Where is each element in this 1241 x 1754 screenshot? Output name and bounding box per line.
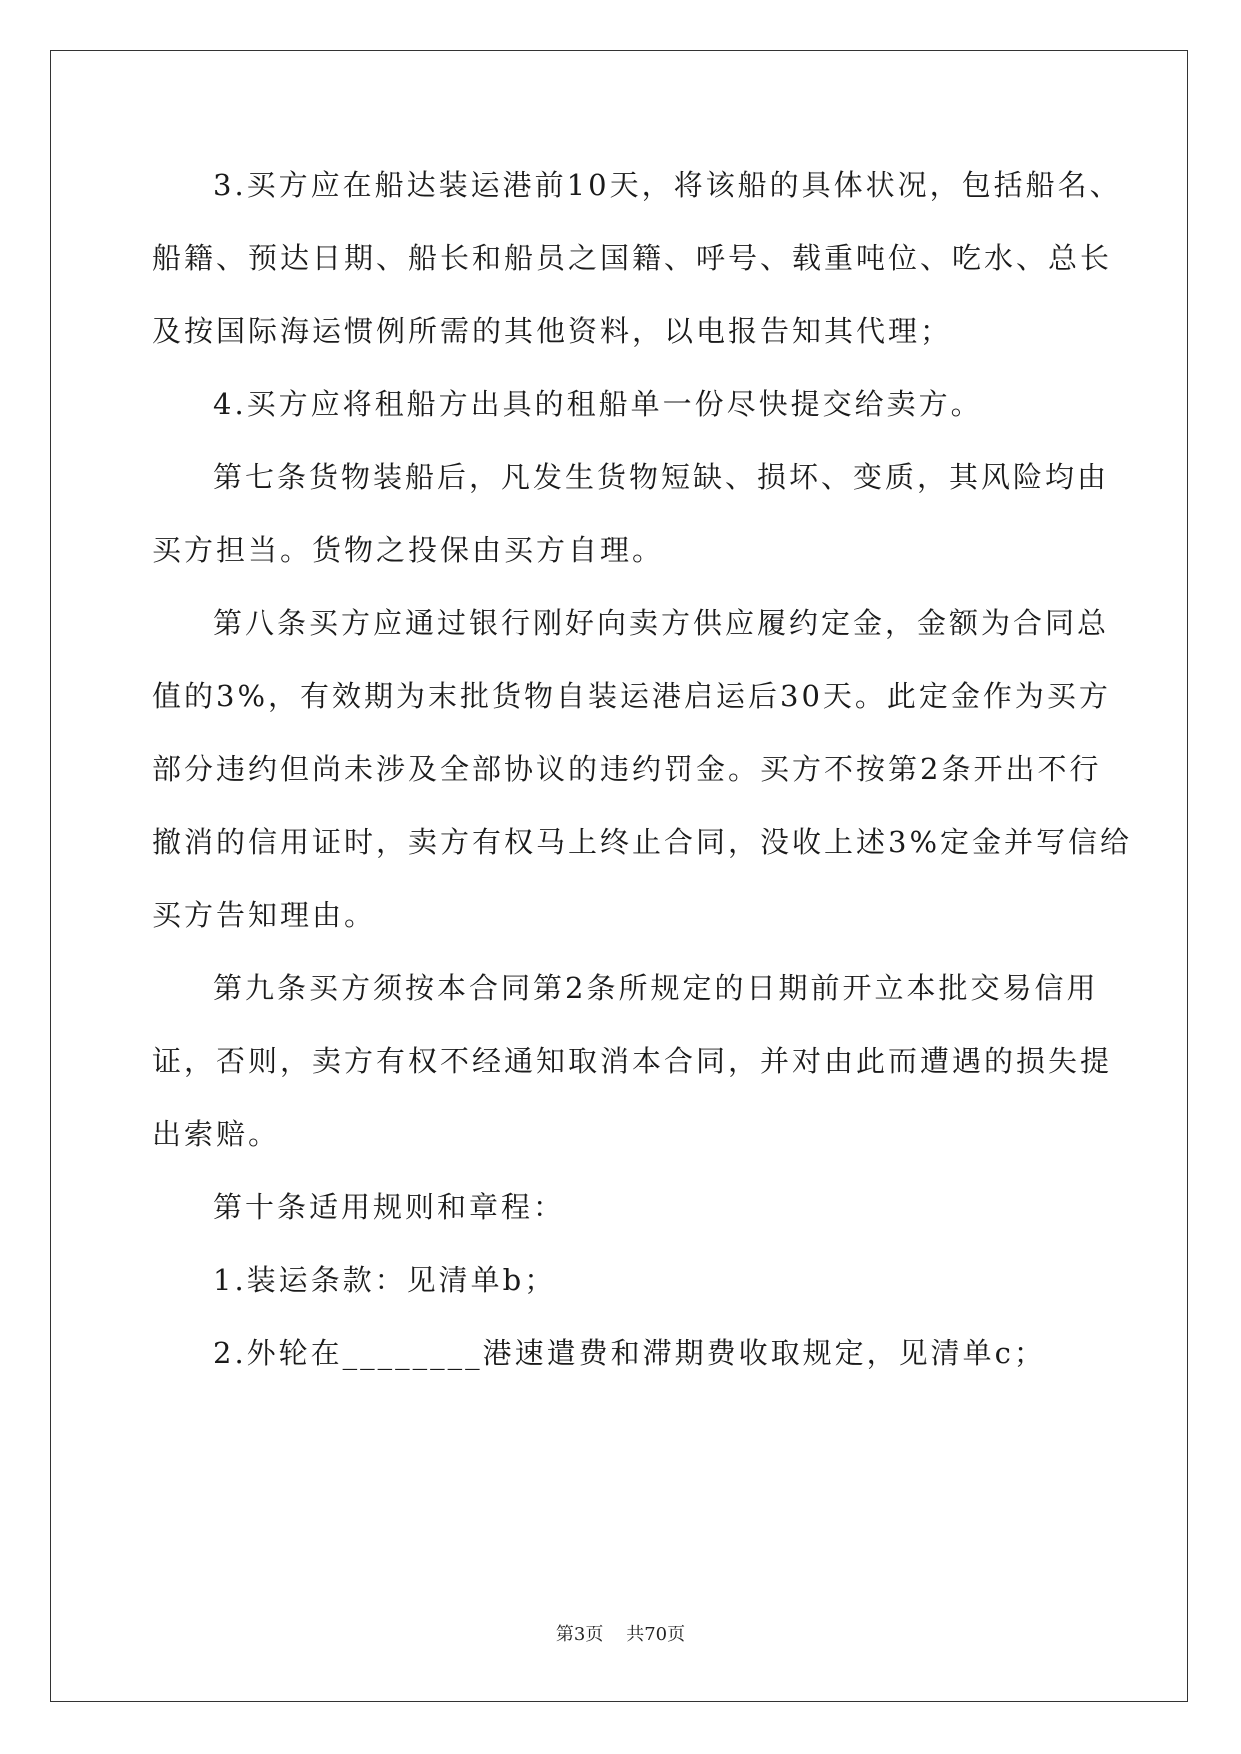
paragraph-line: 撤消的信用证时，卖方有权马上终止合同，没收上述3%定金并写信给 [152, 825, 1133, 859]
paragraph-line: 3.买方应在船达装运港前10天，将该船的具体状况，包括船名、 [213, 168, 1122, 202]
paragraph-line: 买方担当。货物之投保由买方自理。 [152, 533, 665, 567]
paragraph-line: 2.外轮在________港速遣费和滞期费收取规定，见清单c； [213, 1336, 1046, 1370]
paragraph-line: 部分违约但尚未涉及全部协议的违约罚金。买方不按第2条开出不行 [152, 752, 1102, 786]
paragraph-line: 4.买方应将租船方出具的租船单一份尽快提交给卖方。 [213, 387, 983, 421]
paragraph-line: 1.装运条款：见清单b； [213, 1263, 557, 1297]
paragraph-line: 第七条货物装船后，凡发生货物短缺、损坏、变质，其风险均由 [213, 460, 1110, 494]
page-number-footer: 第3页 共70页 [555, 1624, 686, 1645]
paragraph-line: 船籍、预达日期、船长和船员之国籍、呼号、载重吨位、吃水、总长 [152, 241, 1113, 275]
paragraph-line: 第十条适用规则和章程： [213, 1190, 566, 1224]
paragraph-line: 出索赔。 [152, 1117, 281, 1151]
paragraph-line: 及按国际海运惯例所需的其他资料，以电报告知其代理； [152, 314, 953, 348]
paragraph-line: 买方告知理由。 [152, 898, 377, 932]
paragraph-line: 值的3%，有效期为末批货物自装运港启运后30天。此定金作为买方 [152, 679, 1111, 713]
paragraph-line: 第九条买方须按本合同第2条所规定的日期前开立本批交易信用 [213, 971, 1099, 1005]
paragraph-line: 第八条买方应通过银行刚好向卖方供应履约定金，金额为合同总 [213, 606, 1110, 640]
page-border [50, 50, 1188, 1702]
paragraph-line: 证，否则，卖方有权不经通知取消本合同，并对由此而遭遇的损失提 [152, 1044, 1113, 1078]
